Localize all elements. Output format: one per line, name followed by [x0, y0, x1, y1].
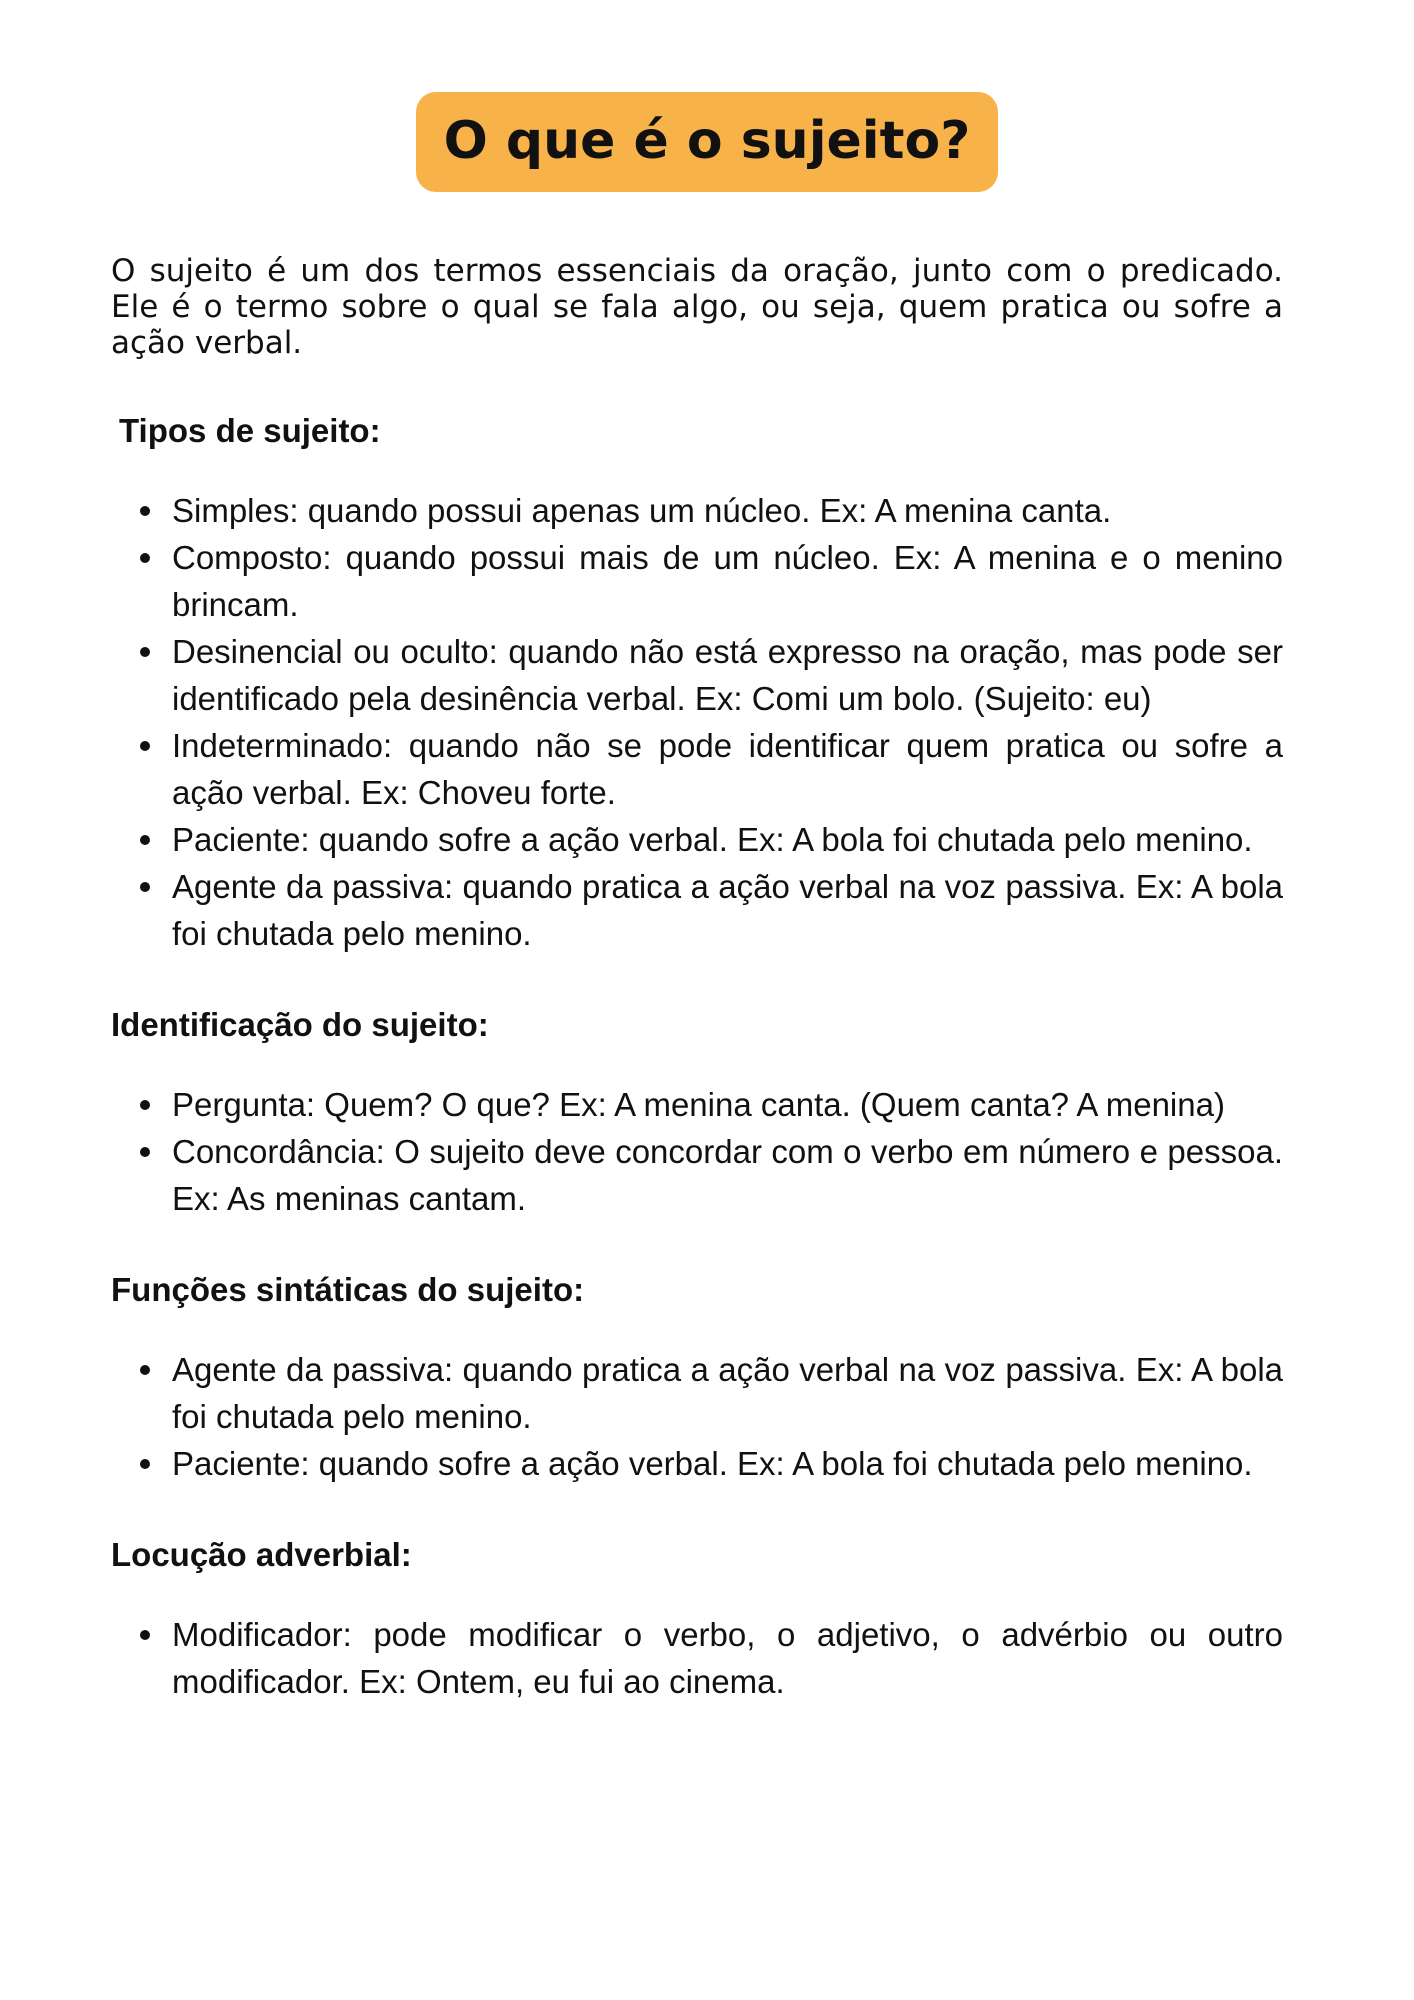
- bullet-icon: [140, 647, 150, 657]
- intro-paragraph: O sujeito é um dos termos essenciais da oração, junto com o predicado. Ele é o termo sobre o qual se fala algo, ou seja, quem pratica ou sofre a ação verbal.: [111, 253, 1283, 361]
- section-heading-tipos: Tipos de sujeito:: [119, 412, 381, 449]
- list-item: [172, 1346, 1283, 1440]
- list-item: [172, 722, 1283, 816]
- list-item-text: Agente da passiva: quando pratica a ação verbal na voz passiva. Ex: A bola foi chutada pelo menino.: [172, 1351, 1283, 1435]
- title-container: [0, 92, 1414, 192]
- list-item-text: Indeterminado: quando não se pode identificar quem pratica ou sofre a ação verbal. Ex: Choveu forte.: [172, 727, 1283, 811]
- list-item: [172, 628, 1283, 722]
- list-item: [172, 1611, 1283, 1705]
- list-item-text: Desinencial ou oculto: quando não está expresso na oração, mas pode ser identificado pela desinência verbal. Ex: Comi um bolo. (Sujeito: eu): [172, 633, 1283, 717]
- bullet-icon: [140, 553, 150, 563]
- page-title: O que é o sujeito?: [416, 92, 999, 192]
- list-item: [172, 1440, 1283, 1487]
- list-item-text: Simples: quando possui apenas um núcleo. Ex: A menina canta.: [172, 492, 1112, 529]
- bullet-icon: [140, 1630, 150, 1640]
- section-heading-identificacao: Identificação do sujeito:: [111, 1006, 489, 1043]
- list-item: [172, 1128, 1283, 1222]
- section-heading-locucao: Locução adverbial:: [111, 1536, 412, 1573]
- list-item-text: Pergunta: Quem? O que? Ex: A menina canta. (Quem canta? A menina): [172, 1086, 1225, 1123]
- list-item-text: Agente da passiva: quando pratica a ação verbal na voz passiva. Ex: A bola foi chutada pelo menino.: [172, 868, 1283, 952]
- list-item-text: Composto: quando possui mais de um núcleo. Ex: A menina e o menino brincam.: [172, 539, 1283, 623]
- bullet-icon: [140, 835, 150, 845]
- list-item-text: Concordância: O sujeito deve concordar com o verbo em número e pessoa. Ex: As meninas cantam.: [172, 1133, 1283, 1217]
- list-item-text: Modificador: pode modificar o verbo, o adjetivo, o advérbio ou outro modificador. Ex: Ontem, eu fui ao cinema.: [172, 1616, 1283, 1700]
- list-tipos: [111, 487, 1283, 957]
- bullet-icon: [140, 1365, 150, 1375]
- document-body: [111, 253, 1283, 1705]
- bullet-icon: [140, 1147, 150, 1157]
- list-locucao: [111, 1611, 1283, 1705]
- list-item: [172, 487, 1283, 534]
- list-identificacao: [111, 1081, 1283, 1222]
- section-heading-funcoes: Funções sintáticas do sujeito:: [111, 1271, 585, 1308]
- list-item: [172, 863, 1283, 957]
- list-item: [172, 1081, 1283, 1128]
- list-funcoes: [111, 1346, 1283, 1487]
- list-item: [172, 816, 1283, 863]
- bullet-icon: [140, 506, 150, 516]
- bullet-icon: [140, 882, 150, 892]
- bullet-icon: [140, 1100, 150, 1110]
- bullet-icon: [140, 741, 150, 751]
- list-item-text: Paciente: quando sofre a ação verbal. Ex: A bola foi chutada pelo menino.: [172, 821, 1253, 858]
- list-item-text: Paciente: quando sofre a ação verbal. Ex: A bola foi chutada pelo menino.: [172, 1445, 1253, 1482]
- list-item: [172, 534, 1283, 628]
- bullet-icon: [140, 1459, 150, 1469]
